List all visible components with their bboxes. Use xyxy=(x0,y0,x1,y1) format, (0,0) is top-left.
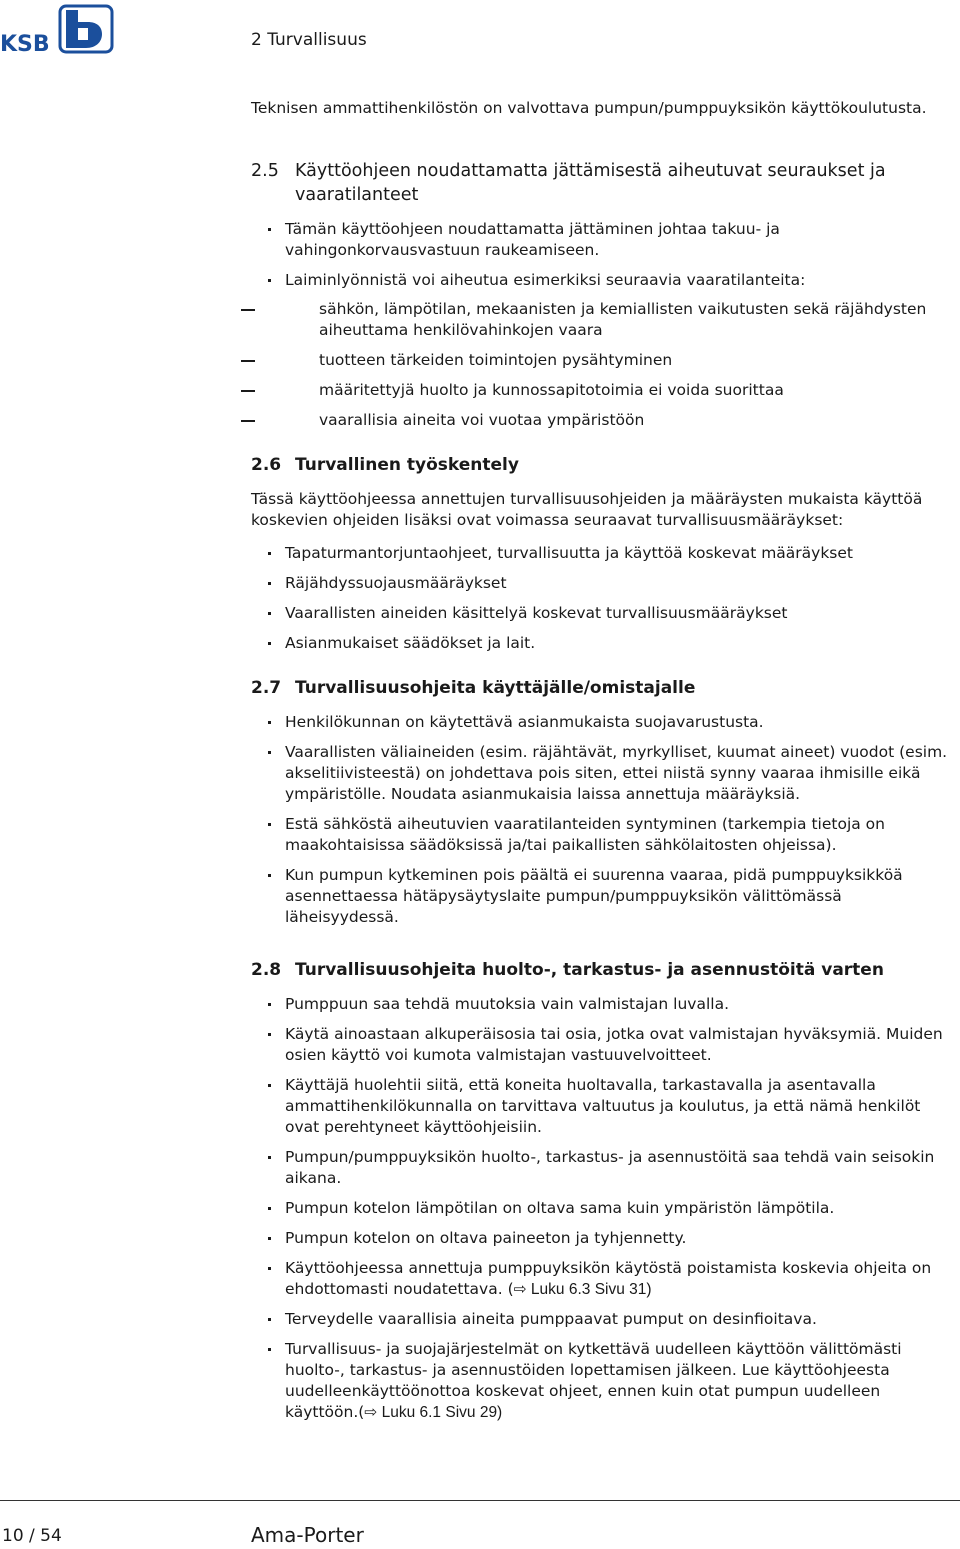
bullet-list xyxy=(251,712,956,928)
list-item: Tapaturmantorjuntaohjeet, turvallisuutta ja käyttöä koskevat määräykset xyxy=(251,543,956,564)
list-item: vaarallisia aineita voi vuotaa ympäristöön xyxy=(285,410,956,431)
list-item: Räjähdyssuojausmääräykset xyxy=(251,573,956,594)
list-item: Laiminlyönnistä voi aiheutua esimerkiksi seuraavia vaaratilanteita: sähkön, lämpötilan, mekaanisten ja kemiallisten vaikutusten sekä räjähdysten aiheuttama henkilövahinkojen vaara tuotteen tärkeiden toimintojen pysähtyminen määritettyjä huolto ja kunnossapitotoimia ei voida suorittaa vaarallisia aineita voi vuotaa ympäristöön xyxy=(251,270,956,431)
list-item: Vaarallisten aineiden käsittelyä koskevat turvallisuusmääräykset xyxy=(251,603,956,624)
cross-reference-link[interactable]: ⇨ Luku 6.1 Sivu 29) xyxy=(364,1404,503,1421)
bullet-list xyxy=(251,219,956,431)
ksb-logo xyxy=(0,2,116,54)
list-item: Tämän käyttöohjeen noudattamatta jättäminen johtaa takuu- ja vahingonkorvausvastuun raukeamiseen. xyxy=(251,219,956,261)
section-heading: 2.5 Käyttöohjeen noudattamatta jättämisestä aiheutuvat seuraukset ja vaaratilanteet xyxy=(251,161,886,205)
section-2-8 xyxy=(251,958,956,1423)
dash-list xyxy=(285,299,956,431)
section-2-7 xyxy=(251,676,956,928)
list-item: Kun pumpun kytkeminen pois päältä ei suurenna vaaraa, pidä pumppuyksikköä asennettaessa hätäpysäytyslaite pumpun/pumppuyksikön välittömässä läheisyydessä. xyxy=(251,865,956,928)
bullet-list xyxy=(251,994,956,1423)
list-item: Pumpun/pumppuyksikön huolto-, tarkastus- ja asennustöitä saa tehdä vain seisokin aikana. xyxy=(251,1147,956,1189)
logo-text: KSB xyxy=(0,32,50,54)
list-item: Asianmukaiset säädökset ja lait. xyxy=(251,633,956,654)
footer-divider xyxy=(0,1500,960,1501)
list-item: tuotteen tärkeiden toimintojen pysähtyminen xyxy=(285,350,956,371)
page-content xyxy=(251,98,956,1445)
list-item: Pumppuun saa tehdä muutoksia vain valmistajan luvalla. xyxy=(251,994,956,1015)
cross-reference-link[interactable]: ⇨ Luku 6.3 Sivu 31) xyxy=(513,1281,652,1298)
chapter-title: 2 Turvallisuus xyxy=(251,30,367,50)
list-item: Käytä ainoastaan alkuperäisosia tai osia, jotka ovat valmistajan hyväksymiä. Muiden osien käyttö voi kumota valmistajan vastuuvelvoitteet. xyxy=(251,1024,956,1066)
list-item: Käyttäjä huolehtii siitä, että koneita huoltavalla, tarkastavalla ja asentavalla ammattihenkilökunnalla on tarvittava valtuutus ja koulutus, ja että nämä henkilöt ovat perehtyneet käyttöohjeisiin. xyxy=(251,1075,956,1138)
list-item: Vaarallisten väliaineiden (esim. räjähtävät, myrkylliset, kuumat aineet) vuodot (esim. akselitiivisteestä) on johdettava pois siten, ettei niistä synny vaaraa ihmisille eikä ympäristölle. Noudata asianmukaisia laissa annettuja määräyksiä. xyxy=(251,742,956,805)
list-item: Pumpun kotelon on oltava paineeton ja tyhjennetty. xyxy=(251,1228,956,1249)
section-2-5 xyxy=(251,159,956,431)
section-heading: 2.8 Turvallisuusohjeita huolto-, tarkastus- ja asennustöitä varten xyxy=(251,960,884,980)
section-heading: 2.7 Turvallisuusohjeita käyttäjälle/omistajalle xyxy=(251,678,696,698)
list-item: sähkön, lämpötilan, mekaanisten ja kemiallisten vaikutusten sekä räjähdysten aiheuttama henkilövahinkojen vaara xyxy=(285,299,956,341)
intro-paragraph: Teknisen ammattihenkilöstön on valvottava pumpun/pumppuyksikön käyttökoulutusta. xyxy=(251,99,927,117)
bullet-list xyxy=(251,543,956,654)
product-name: Ama-Porter xyxy=(251,1523,364,1547)
page-header xyxy=(0,0,960,60)
page-number: 10 / 54 xyxy=(2,1526,62,1546)
list-item: Turvallisuus- ja suojajärjestelmät on kytkettävä uudelleen käyttöön välittömästi huolto-, tarkastus- ja asennustöiden lopettamisen jälkeen. Lue käyttöohjeesta uudelleenkäyttöönottoa koskevat ohjeet, ennen kuin otat pumpun uudelleen käyttöön.(⇨ Luku 6.1 Sivu 29) xyxy=(251,1339,956,1423)
list-item: Estä sähköstä aiheutuvien vaaratilanteiden syntyminen (tarkempia tietoja on maakohtaisissa säädöksissä ja/tai paikallisten sähkölaitosten ohjeissa). xyxy=(251,814,956,856)
list-item: Pumpun kotelon lämpötilan on oltava sama kuin ympäristön lämpötila. xyxy=(251,1198,956,1219)
section-text: Tässä käyttöohjeessa annettujen turvallisuusohjeiden ja määräysten mukaista käyttöä koskevien ohjeiden lisäksi ovat voimassa seuraavat turvallisuusmääräykset: xyxy=(251,490,923,529)
list-item: Henkilökunnan on käytettävä asianmukaista suojavarustusta. xyxy=(251,712,956,733)
list-item: Käyttöohjeessa annettuja pumppuyksikön käytöstä poistamista koskevia ohjeita on ehdottomasti noudatettava. (⇨ Luku 6.3 Sivu 31) xyxy=(251,1258,956,1300)
list-item: Terveydelle vaarallisia aineita pumppaavat pumput on desinfioitava. xyxy=(251,1309,956,1330)
list-item: määritettyjä huolto ja kunnossapitotoimia ei voida suorittaa xyxy=(285,380,956,401)
section-2-6 xyxy=(251,453,956,654)
section-heading: 2.6 Turvallinen työskentely xyxy=(251,455,519,475)
